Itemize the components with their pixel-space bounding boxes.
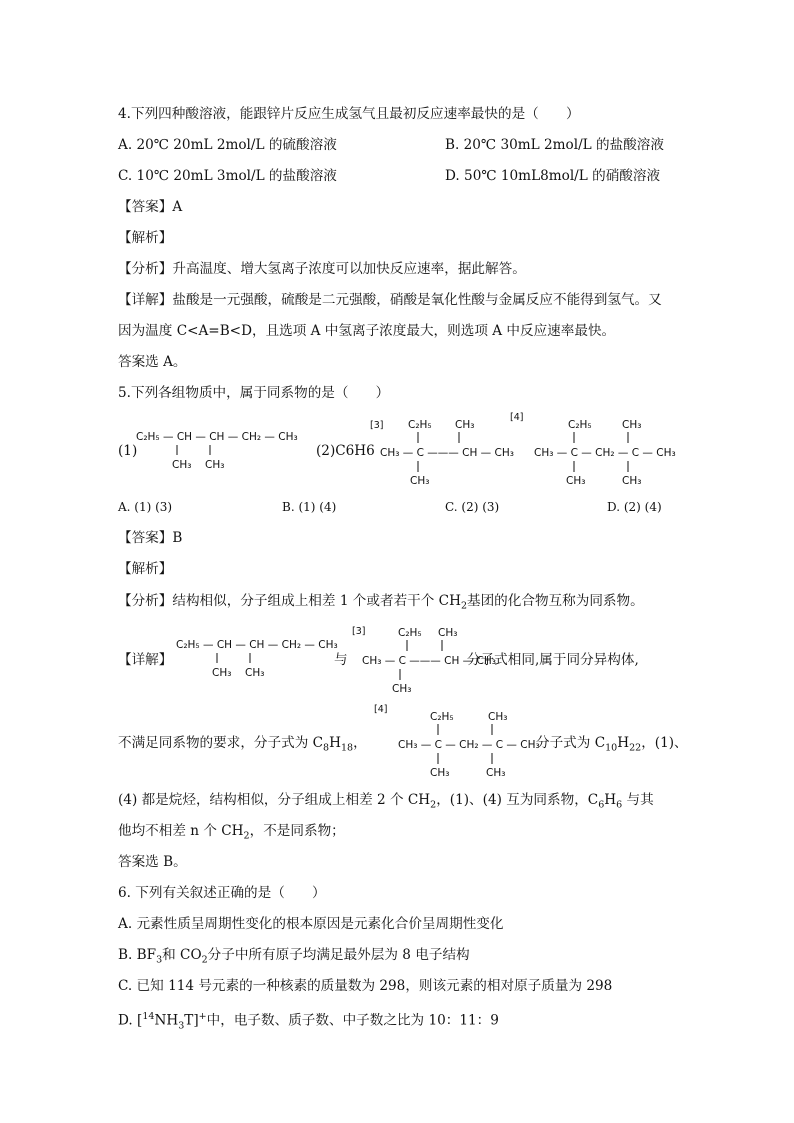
q5-detail-line3: (4) 都是烷烃，结构相似，分子组成上相差 2 个 $CH_2$，(1)、(4) 互为同系物，$C_6H_6$ 与其 — [118, 792, 654, 811]
svg-text:C₂H₅ — CH — CH — CH₂ — CH₃: C₂H₅ — CH — CH — CH₂ — CH₃ — [136, 431, 298, 443]
q5-analysis-heading: 【解析】 — [118, 561, 173, 577]
svg-text:CH₃: CH₃ — [438, 627, 458, 639]
svg-text:C₂H₅: C₂H₅ — [430, 711, 454, 723]
q5-label-2: (2)C6H6 — [316, 443, 375, 459]
svg-text:CH₃: CH₃ — [622, 475, 642, 487]
structure-4 — [508, 408, 688, 490]
structure-3-label: [3] — [370, 420, 384, 431]
svg-text:CH₃: CH₃ — [172, 459, 192, 471]
structure-1 — [136, 424, 301, 476]
q4-stem: 4.下列四种酸溶液，能跟锌片反应生成氢气且最初反应速率最快的是（ ） — [118, 106, 580, 122]
q4-xiangjie-line1: 【详解】盐酸是一元强酸，硫酸是二元强酸，硝酸是氧化性酸与金属反应不能得到氢气。又 — [118, 292, 662, 308]
q6-option-a: A. 元素性质呈周期性变化的根本原因是元素化合价呈周期性变化 — [118, 916, 504, 932]
svg-text:CH₃: CH₃ — [430, 767, 450, 779]
q5-xiangjie-label: 【详解】 — [118, 652, 173, 668]
svg-text:CH₃: CH₃ — [212, 667, 232, 679]
structure-3 — [368, 414, 518, 490]
svg-text:CH₃ — C — CH₂ — C — CH₃: CH₃ — C — CH₂ — C — CH₃ — [534, 447, 676, 459]
svg-text:CH₃: CH₃ — [205, 459, 225, 471]
q5-detail-line4: 他均不相差 n 个 $CH_2$，不是同系物； — [118, 823, 345, 842]
svg-text:CH₃ — C ——— CH — CH₃: CH₃ — C ——— CH — CH₃ — [380, 447, 514, 459]
q5-stem: 5.下列各组物质中，属于同系物的是（ ） — [118, 385, 390, 401]
q5-final-answer: 答案选 B。 — [118, 854, 187, 870]
q5-after-4: 分子式为 $C_{10}H_{22}$，(1)、 — [536, 735, 688, 754]
q5-option-b: B. (1) (4) — [282, 500, 337, 514]
q4-option-b: B. 20℃ 30mL 2mol/L 的盐酸溶液 — [445, 137, 664, 153]
q5-option-d: D. (2) (4) — [607, 500, 662, 514]
svg-text:CH₃: CH₃ — [622, 419, 642, 431]
structure-4-label: [4] — [510, 412, 524, 423]
svg-text:CH₃: CH₃ — [488, 711, 508, 723]
svg-text:CH₃: CH₃ — [410, 475, 430, 487]
svg-text:CH₃: CH₃ — [455, 419, 475, 431]
q5-option-a: A. (1) (3) — [118, 500, 173, 514]
svg-text:C₂H₅: C₂H₅ — [398, 627, 422, 639]
q4-fenxi: 【分析】升高温度、增大氢离子浓度可以加快反应速率，据此解答。 — [118, 261, 526, 277]
q5-detail-line2: 不满足同系物的要求，分子式为 $C_8H_{18}$， — [118, 735, 367, 754]
svg-text:C₂H₅: C₂H₅ — [568, 419, 592, 431]
svg-text:C₂H₅ — CH — CH — CH₂ — CH₃: C₂H₅ — CH — CH — CH₂ — CH₃ — [176, 639, 338, 651]
svg-text:CH₃: CH₃ — [566, 475, 586, 487]
detail-structure-4 — [372, 700, 542, 782]
q4-option-c: C. 10℃ 20mL 3mol/L 的盐酸溶液 — [118, 168, 337, 184]
q4-xiangjie-line2: 因为温度 C<A=B<D，且选项 A 中氢离子浓度最大，则选项 A 中反应速率最快。 — [118, 323, 616, 339]
q6-option-b: B. $BF_3$和 $CO_2$分子中所有原子均满足最外层为 8 电子结构 — [118, 947, 470, 966]
svg-text:CH₃: CH₃ — [486, 767, 506, 779]
svg-text:CH₃ — C ——— CH — CH₃: CH₃ — C ——— CH — CH₃ — [362, 655, 496, 667]
q5-label-1: (1) — [118, 443, 138, 459]
q5-option-c: C. (2) (3) — [445, 500, 500, 514]
q4-final-answer: 答案选 A。 — [118, 354, 187, 370]
svg-text:C₂H₅: C₂H₅ — [408, 419, 432, 431]
q5-after-3: 分子式相同,属于同分异构体, — [467, 652, 639, 668]
svg-text:CH₃: CH₃ — [392, 683, 412, 695]
q5-yu: 与 — [334, 652, 348, 668]
q5-answer: 【答案】B — [118, 530, 183, 546]
q4-analysis-heading: 【解析】 — [118, 230, 173, 246]
q4-option-d: D. 50℃ 10mL8mol/L 的硝酸溶液 — [445, 168, 661, 184]
svg-text:[3]: [3] — [352, 626, 366, 637]
q6-option-d: D. $[^{14}NH_3T]^+$中，电子数、质子数、中子数之比为 10：11：9 — [118, 1011, 499, 1032]
svg-text:[4]: [4] — [374, 704, 388, 715]
svg-text:CH₃ — C — CH₂ — C — CH₃: CH₃ — C — CH₂ — C — CH₃ — [398, 739, 540, 751]
q6-stem: 6. 下列有关叙述正确的是（ ） — [118, 885, 326, 901]
detail-structure-1 — [176, 632, 341, 684]
q4-option-a: A. 20℃ 20mL 2mol/L 的硫酸溶液 — [118, 137, 337, 153]
q6-option-c: C. 已知 114 号元素的一种核素的质量数为 298，则该元素的相对原子质量为 298 — [118, 978, 613, 994]
q5-fenxi: 【分析】结构相似，分子组成上相差 1 个或者若干个 $CH_2$基团的化合物互称为同系物。 — [118, 593, 644, 612]
svg-text:CH₃: CH₃ — [245, 667, 265, 679]
q4-answer: 【答案】A — [118, 199, 183, 215]
